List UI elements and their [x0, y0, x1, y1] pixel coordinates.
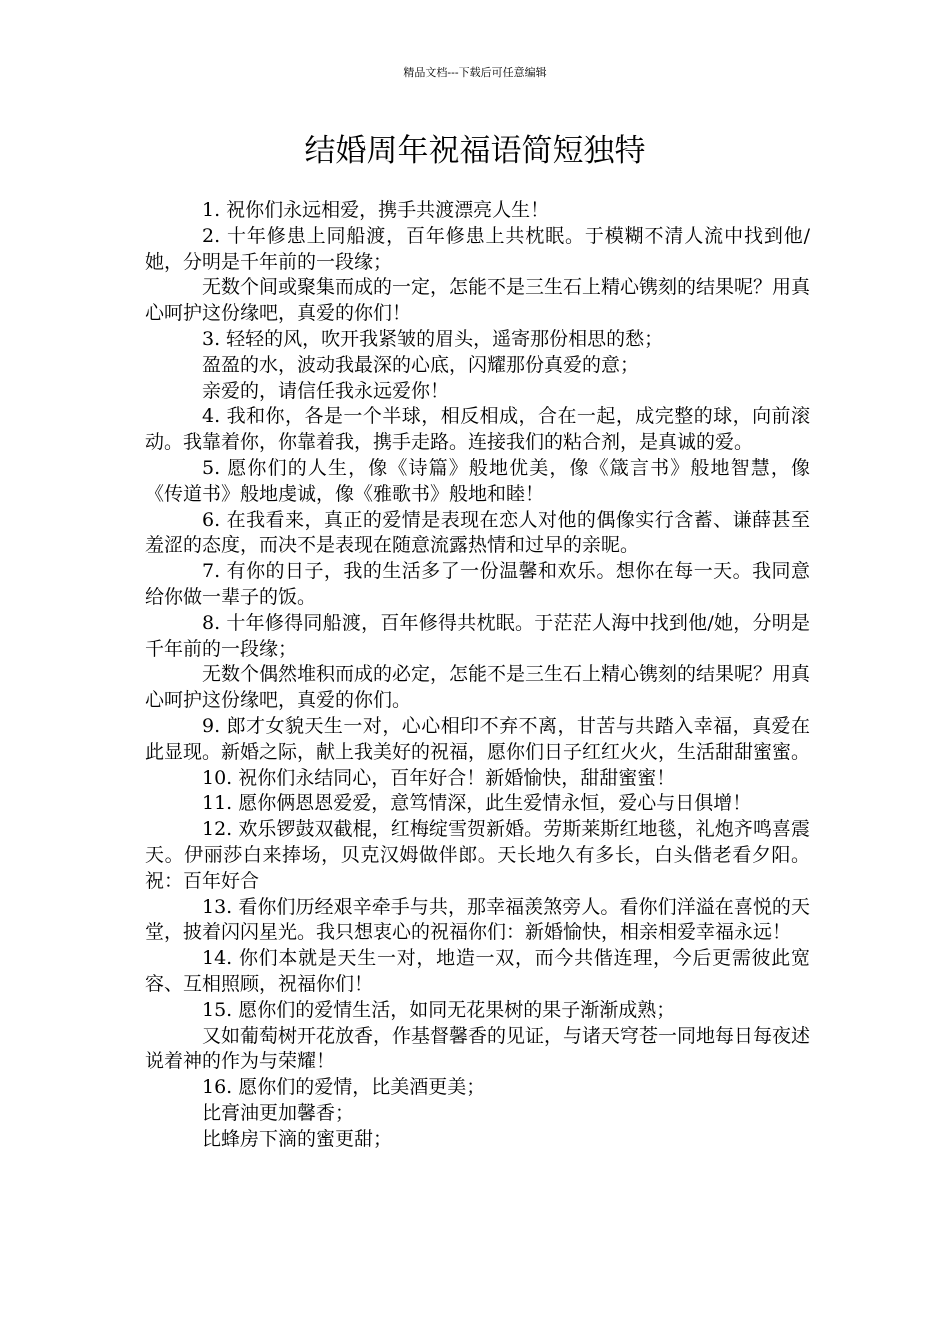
paragraph: 11. 愿你俩恩恩爱爱，意笃情深，此生爱情永恒，爱心与日俱增！: [202, 792, 752, 815]
document-body: [145, 198, 810, 1152]
paragraph: 比蜂房下滴的蜜更甜；: [202, 1127, 393, 1150]
paragraph: 5. 愿你们的人生，像《诗篇》般地优美，像《箴言书》般地智慧，像《传道书》般地虔诚，像《雅歌书》般地和睦！: [145, 456, 810, 505]
paragraph: 9. 郎才女貌天生一对，心心相印不弃不离，甘苦与共踏入幸福，真爱在此显现。新婚之际，献上我美好的祝福，愿你们日子红红火火，生活甜甜蜜蜜。: [145, 714, 811, 763]
paragraph: 6. 在我看来，真正的爱情是表现在恋人对他的偶像实行含蓄、谦薛甚至羞涩的态度，而决不是表现在随意流露热情和过早的亲昵。: [145, 508, 810, 557]
paragraph: 1. 祝你们永远相爱，携手共渡漂亮人生！: [202, 199, 550, 221]
paragraph: 3. 轻轻的风，吹开我紧皱的眉头，遥寄那份相思的愁；: [202, 327, 664, 350]
paragraph: 亲爱的，请信任我永远爱你！: [202, 379, 450, 402]
page-header: 精品文档---下载后可任意编辑: [403, 66, 547, 79]
paragraph: 14. 你们本就是天生一对，地造一双，而今共偕连理，今后更需彼此宽容、互相照顾，祝福你们！: [145, 947, 810, 995]
paragraph: 10. 祝你们永结同心，百年好合！新婚愉快，甜甜蜜蜜！: [202, 766, 676, 789]
document-title: 结婚周年祝福语简短独特: [304, 133, 646, 169]
paragraph: 7. 有你的日子，我的生活多了一份温馨和欢乐。想你在每一天。我同意给你做一辈子的饭。: [145, 560, 810, 608]
paragraph: 无数个偶然堆积而成的必定，怎能不是三生石上精心镌刻的结果呢？用真心呵护这份缘吧，真爱的你们。: [145, 663, 811, 712]
paragraph: 比膏油更加馨香；: [202, 1101, 355, 1124]
paragraph: 2. 十年修患上同船渡，百年修患上共枕眠。于模糊不清人流中找到他/她，分明是千年前的一段缘；: [145, 224, 810, 273]
paragraph: 又如葡萄树开花放香，作基督馨香的见证，与诸天穹苍一同地每日每夜述说着神的作为与荣耀！: [145, 1024, 811, 1073]
paragraph: 盈盈的水，波动我最深的心底，闪耀那份真爱的意；: [202, 353, 640, 376]
paragraph: 16. 愿你们的爱情，比美酒更美；: [202, 1076, 486, 1099]
paragraph: 无数个间或聚集而成的一定，怎能不是三生石上精心镌刻的结果呢？用真心呵护这份缘吧，真爱的你们！: [145, 276, 811, 325]
paragraph: 4. 我和你，各是一个半球，相反相成，合在一起，成完整的球，向前滚动。我靠着你，你靠着我，携手走路。连接我们的粘合剂，是真诚的爱。: [145, 405, 810, 454]
paragraph: 8. 十年修得同船渡，百年修得共枕眠。于茫茫人海中找到他/她，分明是千年前的一段缘；: [145, 611, 810, 660]
paragraph: 12. 欢乐锣鼓双截棍，红梅绽雪贺新婚。劳斯莱斯红地毯，礼炮齐鸣喜震天。伊丽莎白来捧场，贝克汉姆做伴郎。天长地久有多长，白头偕老看夕阳。祝：百年好合: [145, 818, 810, 892]
paragraph: 15. 愿你们的爱情生活，如同无花果树的果子渐渐成熟；: [202, 998, 676, 1021]
paragraph: 13. 看你们历经艰辛牵手与共，那幸福羡煞旁人。看你们洋溢在喜悦的天堂，披着闪闪星光。我只想衷心的祝福你们：新婚愉快，相亲相爱幸福永远！: [145, 895, 810, 944]
